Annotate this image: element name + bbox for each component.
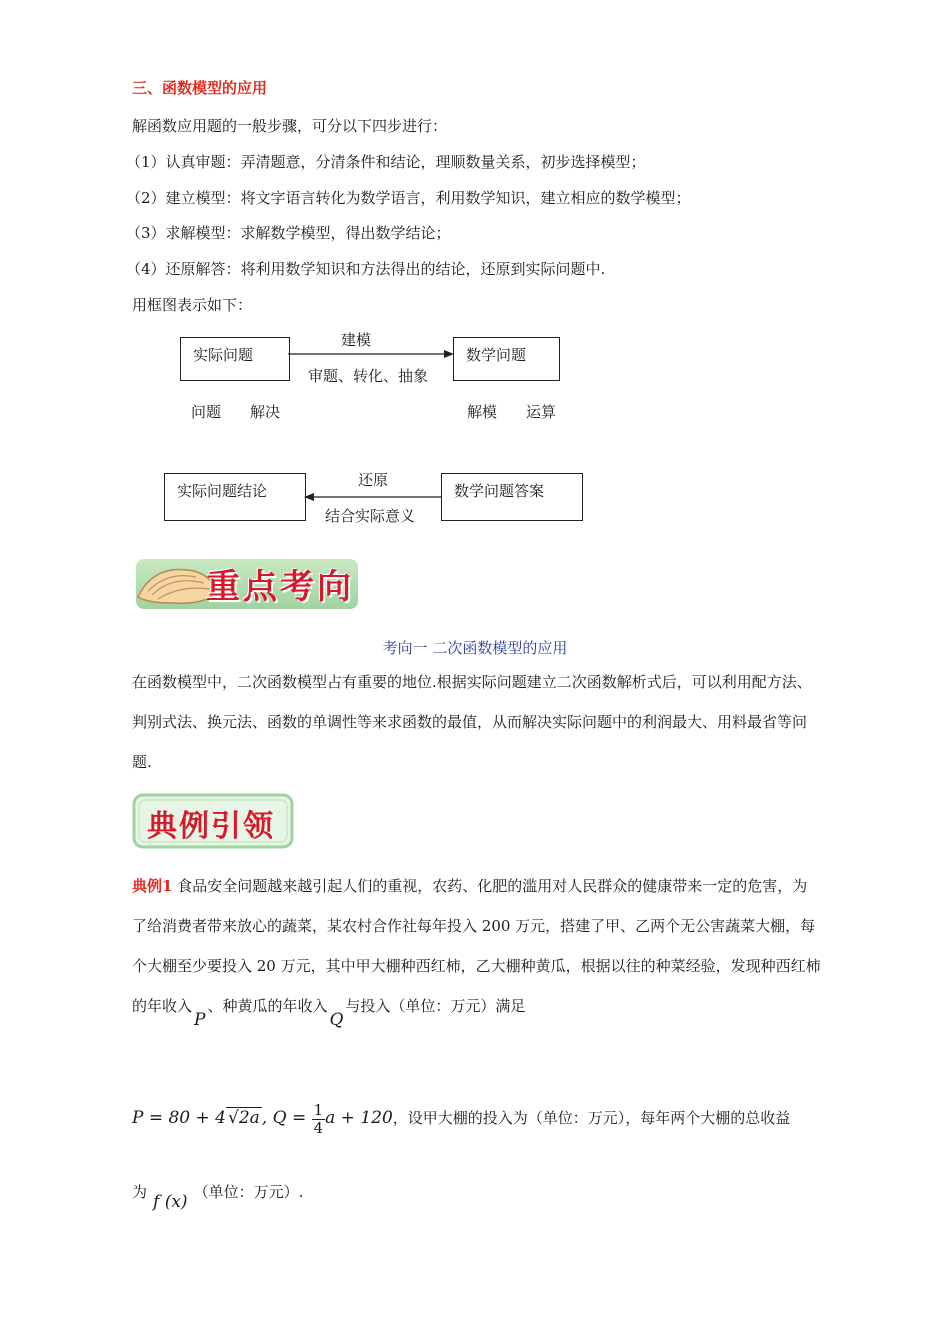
arrow-restore-icon: [304, 487, 442, 507]
box-real-problem-label: 实际问题: [193, 346, 254, 364]
arrow2-bottom-label: 结合实际意义: [325, 507, 416, 525]
focus-paragraph: 在函数模型中，二次函数模型占有重要的地位.根据实际问题建立二次函数解析式后，可以利用配方法、判别式法、换元法、函数的单调性等来求函数的最值，从而解决实际问题中的利润最大、用料最省等问题.: [132, 673, 812, 771]
step-2: （2）建立模型：将文字语言转化为数学语言，利用数学知识，建立相应的数学模型；: [126, 189, 691, 207]
right-label-2: 运算: [526, 403, 557, 421]
focus-banner-text: 重点考向: [206, 567, 354, 607]
focus-banner: [132, 553, 360, 613]
section-title: 三、函数模型的应用: [132, 79, 268, 97]
formula-mid: , Q =: [261, 1108, 312, 1128]
diagram-intro: 用框图表示如下：: [132, 296, 253, 314]
example-text-1: 食品安全问题越来越引起人们的重视，农药、化肥的滥用对人民群众的健康带来一定的危害，为了给消费者带来放心的蔬菜，某农村合作社每年投入 200 万元，搭建了甲、乙两个无公害蔬菜大棚，每个大棚至少要投入 20 万元，其中甲大棚种西红柿，乙大棚种黄瓜，根据以往的种菜经验，发现种西红柿的年收入: [132, 877, 821, 1015]
arrow1-top-label: 建模: [341, 331, 372, 349]
box-real-conclusion-label: 实际问题结论: [177, 482, 268, 500]
step-3: （3）求解模型：求解数学模型，得出数学结论；: [126, 224, 451, 242]
step-4: （4）还原解答：将利用数学知识和方法得出的结论，还原到实际问题中.: [126, 260, 606, 278]
example-text-3: 与投入（单位：万元）满足: [345, 997, 526, 1015]
box-math-problem: [453, 337, 560, 381]
function-f: f (x): [153, 1192, 188, 1212]
formula-left: P = 80 + 4: [132, 1108, 226, 1128]
formula-fraction: [312, 1102, 326, 1137]
example-banner-text: 典例引领: [147, 809, 275, 844]
var-q: Q: [329, 1010, 344, 1030]
example-last-line: [132, 1182, 303, 1212]
fraction-numerator: 1: [313, 1100, 324, 1119]
box-real-conclusion: [164, 473, 306, 521]
box-real-problem: [180, 337, 290, 381]
example-paragraph: [132, 866, 822, 1040]
intro-text: 解函数应用题的一般步骤，可分以下四步进行：: [132, 117, 448, 135]
subheading: 考向一 二次函数模型的应用: [382, 639, 568, 657]
right-label-1: 解模: [467, 403, 498, 421]
arrow2-top-label: 还原: [358, 471, 389, 489]
example-text-6: （单位：万元）.: [193, 1183, 304, 1201]
arrow1-bottom-label: 审题、转化、抽象: [308, 367, 429, 385]
fraction-denominator: 4: [313, 1118, 324, 1137]
step-1: （1）认真审题：弄清题意，分清条件和结论，理顺数量关系，初步选择模型；: [126, 153, 646, 171]
box-math-problem-label: 数学问题: [466, 346, 527, 364]
left-label-1: 问题: [191, 403, 222, 421]
var-p: P: [194, 1010, 206, 1030]
formula-sqrt: √2a: [228, 1108, 260, 1128]
example-text-2: 、种黄瓜的年收入: [207, 997, 328, 1015]
example-label: 典例1: [132, 877, 173, 895]
example-text-5: 为: [132, 1183, 148, 1201]
formula-line: [132, 1098, 790, 1138]
example-text-4: ，设甲大棚的投入为（单位：万元），每年两个大棚的总收益: [392, 1109, 791, 1127]
formula-right: a + 120: [325, 1108, 393, 1128]
left-label-2: 解决: [250, 403, 281, 421]
example-banner: [132, 793, 294, 849]
box-math-answer: [441, 473, 583, 521]
box-math-answer-label: 数学问题答案: [454, 482, 545, 500]
formula-sqrt-arg: 2a: [238, 1108, 260, 1128]
